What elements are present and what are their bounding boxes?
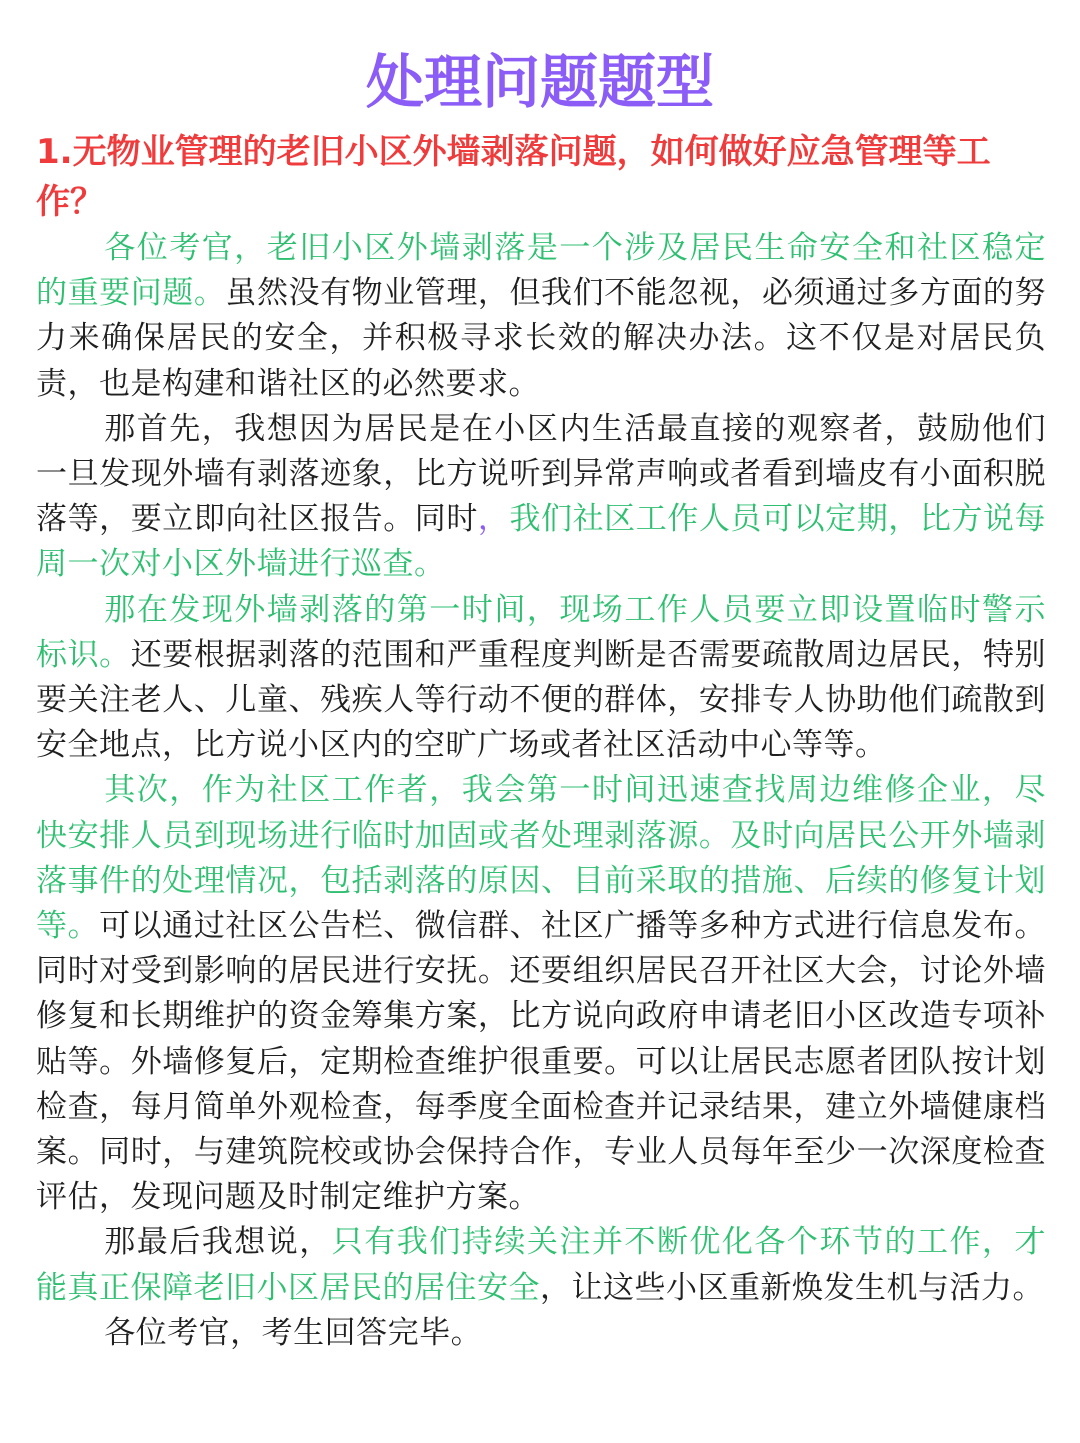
paragraph-segment: 各位考官，考生回答完毕。 bbox=[104, 1314, 483, 1351]
answer-body bbox=[36, 226, 1046, 1356]
answer-paragraph bbox=[36, 768, 1046, 1220]
paragraph-segment: 只有我们持续关注并不断优化各个环节的工作，才能真正保障老旧小区居民的居住安全 bbox=[36, 1224, 1046, 1306]
answer-paragraph bbox=[36, 407, 1046, 588]
page-title: 处理问题题型 bbox=[365, 48, 714, 116]
question-heading: 1.无物业管理的老旧小区外墙剥落问题，如何做好应急管理等工作？ bbox=[36, 132, 991, 222]
paragraph-segment: 那首先，我想因为居民是在小区内生活最直接的观察者，鼓励他们一旦发现外墙有剥落迹象，比方说听到异常声响或者看到墙皮有小面积脱落等，要立即向社区报告。同时 bbox=[36, 410, 1046, 538]
paragraph-segment: 我们社区工作人员可以定期，比方说每周一次对小区外墙进行巡查。 bbox=[36, 501, 1047, 583]
paragraph-segment: 虽然没有物业管理，但我们不能忽视，必须通过多方面的努力来确保居民的安全，并积极寻求长效的解决办法。这不仅是对居民负责，也是构建和谐社区的必然要求。 bbox=[36, 275, 1047, 402]
paragraph-segment: 各位考官，老旧小区外墙剥落是一个涉及居民生命安全和社区稳定的重要问题。 bbox=[36, 230, 1046, 312]
answer-paragraph bbox=[36, 588, 1046, 769]
closing-paragraph bbox=[36, 1311, 1046, 1356]
paragraph-segment: 还要根据剥落的范围和严重程度判断是否需要疏散周边居民，特别要关注老人、儿童、残疾人等行动不便的群体，安排专人协助他们疏散到安全地点，比方说小区内的空旷广场或者社区活动中心等等。 bbox=[36, 636, 1047, 764]
paragraph-segment: ， bbox=[477, 501, 510, 538]
paragraph-segment: 其次，作为社区工作者，我会第一时间迅速查找周边维修企业，尽快安排人员到现场进行临时加固或者处理剥落源。及时向居民公开外墙剥落事件的处理情况，包括剥落的原因、目前采取的措施、后续的修复计划等。 bbox=[36, 772, 1046, 945]
answer-paragraph bbox=[36, 226, 1046, 407]
paragraph-segment: 那最后我想说， bbox=[104, 1224, 332, 1261]
paragraph-segment: ，让这些小区重新焕发生机与活力。 bbox=[540, 1269, 1044, 1306]
paragraph-segment: 可以通过社区公告栏、微信群、社区广播等多种方式进行信息发布。同时对受到影响的居民进行安抚。还要组织居民召开社区大会，讨论外墙修复和长期维护的资金筹集方案，比方说向政府申请老旧小区改造专项补贴等。外墙修复后，定期检查维护很重要。可以让居民志愿者团队按计划检查，每月简单外观检查，每季度全面检查并记录结果，建立外墙健康档案。同时，与建筑院校或协会保持合作，专业人员每年至少一次深度检查评估，发现问题及时制定维护方案。 bbox=[36, 908, 1047, 1216]
answer-paragraph bbox=[36, 1220, 1046, 1310]
paragraph-segment: 那在发现外墙剥落的第一时间，现场工作人员要立即设置临时警示标识。 bbox=[36, 591, 1046, 673]
